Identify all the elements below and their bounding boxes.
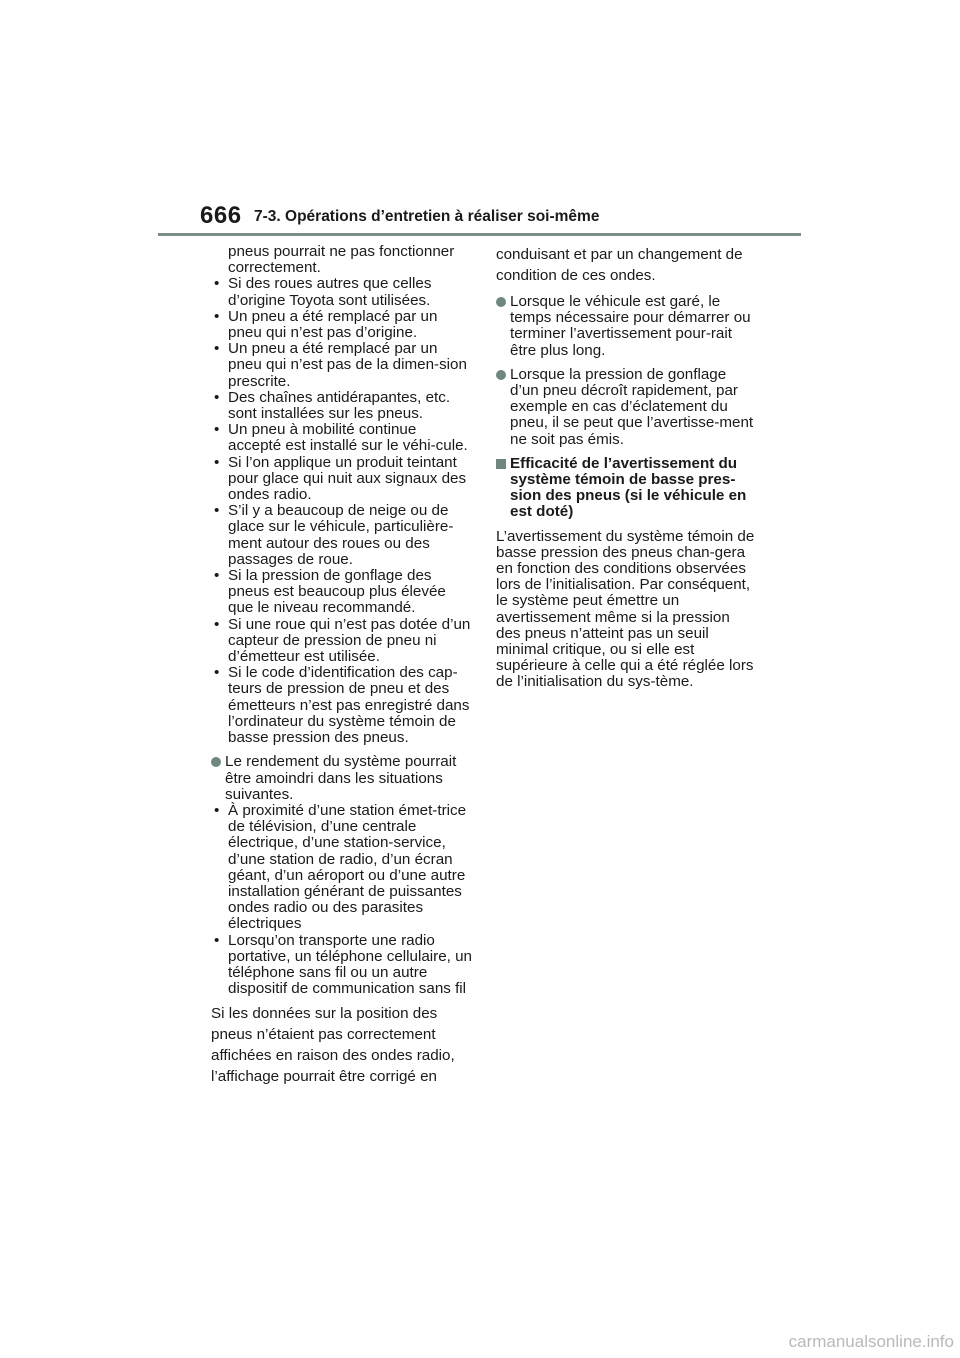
list-item: • S’il y a beaucoup de neige ou de glace sur le véhicule, particulière-ment autour des roues ou des passages de roue.: [211, 503, 473, 568]
bullet-item: [496, 367, 756, 448]
right-column: [496, 244, 756, 691]
list-item: • Si l’on applique un produit teintant pour glace qui nuit aux signaux des ondes radio.: [211, 455, 473, 504]
page-number: 666: [200, 202, 242, 229]
bullet-text: Lorsque le véhicule est garé, le temps nécessaire pour démarrer ou terminer l’avertissement pour-rait être plus long.: [510, 293, 751, 359]
header-divider: [158, 233, 801, 236]
list-item: • Si le code d’identification des cap-teurs de pression de pneu et des émetteurs n’est pas enregistré dans l’ordinateur du système témoin de basse pression des pneus.: [211, 665, 473, 746]
left-column: [211, 244, 473, 1087]
list-item: • Si des roues autres que celles d’origine Toyota sont utilisées.: [211, 276, 473, 308]
page-header: [200, 202, 800, 236]
round-bullet-icon: [211, 757, 221, 767]
body-paragraph: L’avertissement du système témoin de basse pression des pneus chan-gera en fonction des conditions observées lors de l’initialisation. Par conséquent, le système peut émettre un avertissement même si la pression des pneus n’atteint pas un seuil minimal critique, ou si elle est supérieure à celle qui a été réglée lors de l’initialisation du sys-tème.: [496, 527, 755, 691]
list-item: • Un pneu a été remplacé par un pneu qui n’est pas de la dimen-sion prescrite.: [211, 341, 473, 390]
heading-text: Efficacité de l’avertissement du système témoin de basse pres-sion des pneus (si le véhicule en est doté): [510, 454, 747, 521]
list-item: • Des chaînes antidérapantes, etc. sont installées sur les pneus.: [211, 390, 473, 422]
closing-paragraph: Si les données sur la position des pneus n’étaient pas correctement affichées en raison des ondes radio, l’affichage pourrait être corrigé en: [211, 1005, 455, 1086]
list-item: • À proximité d’une station émet-trice de télévision, d’une centrale électrique, d’une station-service, d’une station de radio, d’un écran géant, d’un aéroport ou d’une autre installation générant de puissantes ondes radio ou des parasites électriques: [211, 803, 473, 933]
list-item: • Si la pression de gonflage des pneus est beaucoup plus élevée que le niveau recommandé.: [211, 568, 473, 617]
bullet-performance: [211, 754, 473, 803]
round-bullet-icon: [496, 297, 506, 307]
round-bullet-icon: [496, 370, 506, 380]
square-bullet-icon: [496, 459, 506, 469]
bullet-text: Le rendement du système pourrait être amoindri dans les situations suivantes.: [225, 753, 457, 803]
list-item: • Un pneu à mobilité continue accepté est installé sur le véhi-cule.: [211, 422, 473, 454]
watermark: carmanualsonline.info: [788, 1332, 954, 1351]
section-title: 7-3. Opérations d’entretien à réaliser soi-même: [254, 208, 600, 225]
list-item: • Si une roue qui n’est pas dotée d’un capteur de pression de pneu ni d’émetteur est utilisée.: [211, 617, 473, 666]
list-item: • Lorsqu’on transporte une radio portative, un téléphone cellulaire, un téléphone sans fil ou un autre dispositif de communication sans fil: [211, 933, 473, 998]
condition-list: [211, 276, 473, 746]
continuation-text: pneus pourrait ne pas fonctionner correctement.: [228, 243, 455, 277]
performance-condition-list: [211, 803, 473, 997]
bullet-item: [496, 294, 756, 359]
continuation-text: conduisant et par un changement de condition de ces ondes.: [496, 246, 743, 284]
section-heading: [496, 456, 756, 521]
list-item: • Un pneu a été remplacé par un pneu qui n’est pas d’origine.: [211, 309, 473, 341]
bullet-text: Lorsque la pression de gonflage d’un pneu décroît rapidement, par exemple en cas d’éclatement du pneu, il se peut que l’avertisse-ment ne soit pas émis.: [510, 365, 754, 448]
